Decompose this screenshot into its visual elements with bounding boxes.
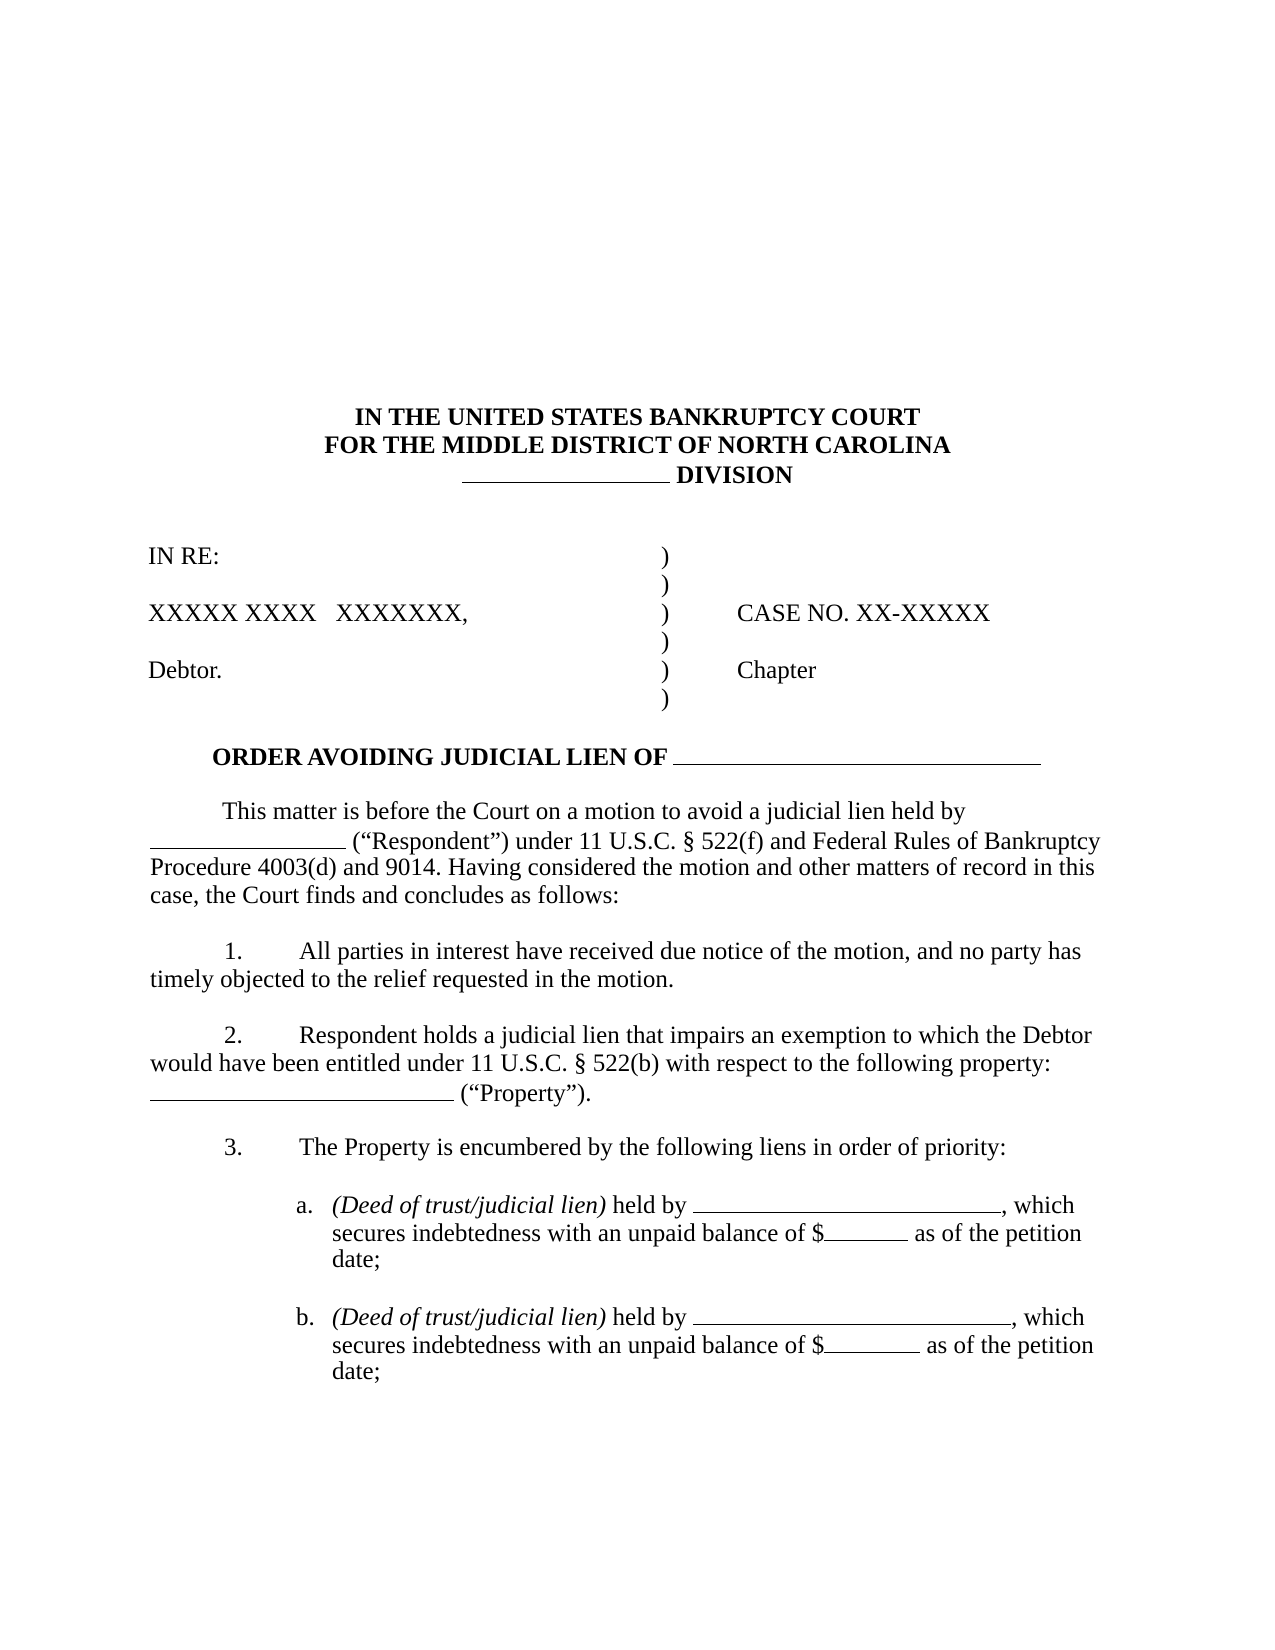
lien-secures: secures indebtedness with an unpaid balance of $ (332, 1332, 825, 1359)
finding-1-cont: timely objected to the relief requested in the motion. (150, 966, 675, 993)
finding-text: The Property is encumbered by the following liens in order of priority: (299, 1134, 1007, 1161)
lien-b (296, 1302, 1085, 1332)
lien-held-by: held by (612, 1192, 687, 1219)
debtor-name: XXXXX XXXX XXXXXXX, (148, 600, 469, 627)
lien-b-date: date; (332, 1358, 381, 1385)
district-name: FOR THE MIDDLE DISTRICT OF NORTH CAROLINA (324, 432, 951, 459)
lien-which: , which (1011, 1304, 1085, 1331)
respondent-blank[interactable] (150, 826, 346, 849)
property-blank[interactable] (150, 1078, 454, 1101)
court-name: IN THE UNITED STATES BANKRUPTCY COURT (354, 404, 921, 431)
order-title-text: ORDER AVOIDING JUDICIAL LIEN OF (212, 744, 668, 771)
lien-a-date: date; (332, 1246, 381, 1273)
finding-number: 2. (224, 1022, 243, 1049)
lien-type: (Deed of trust/judicial lien) (332, 1304, 607, 1331)
case-number: CASE NO. XX-XXXXX (737, 600, 991, 627)
finding-2 (150, 1022, 1184, 1050)
chapter-label: Chapter (737, 657, 817, 684)
division-label: DIVISION (676, 462, 793, 489)
lien-letter: b. (296, 1304, 315, 1331)
division-line (462, 460, 793, 490)
property-label: (“Property”). (460, 1080, 592, 1107)
lien-holder-blank[interactable] (693, 1190, 1001, 1213)
lien-held-by: held by (612, 1304, 687, 1331)
order-title (212, 742, 1041, 772)
finding-2-cont: would have been entitled under 11 U.S.C. § 522(b) with respect to the following property: (150, 1050, 1051, 1077)
debtor-label: Debtor. (148, 657, 223, 684)
caption-paren: ) (661, 571, 670, 598)
intro-line: This matter is before the Court on a motion to avoid a judicial lien held by (222, 798, 966, 825)
lien-holder-blank[interactable] (693, 1302, 1011, 1325)
finding-text: All parties in interest have received due notice of the motion, and no party has (299, 938, 1082, 965)
finding-2-cont (150, 1078, 1110, 1108)
finding-3 (150, 1134, 1184, 1162)
lien-as-of: as of the petition (914, 1220, 1082, 1247)
intro-line-text: (“Respondent”) under 11 U.S.C. § 522(f) and Federal Rules of Bankruptcy (352, 828, 1101, 855)
caption-paren: ) (661, 600, 670, 627)
finding-text: Respondent holds a judicial lien that impairs an exemption to which the Debtor (299, 1022, 1092, 1049)
lien-which: , which (1001, 1192, 1075, 1219)
in-re-label: IN RE: (148, 543, 220, 570)
lien-secures: secures indebtedness with an unpaid balance of $ (332, 1220, 825, 1247)
caption-paren: ) (661, 543, 670, 570)
lien-balance-blank[interactable] (824, 1330, 920, 1353)
lien-balance-blank[interactable] (824, 1218, 908, 1241)
lien-as-of: as of the petition (926, 1332, 1094, 1359)
lien-a-cont (332, 1218, 1082, 1248)
lienholder-blank[interactable] (673, 742, 1041, 765)
finding-number: 1. (224, 938, 243, 965)
lien-b-cont (332, 1330, 1094, 1360)
finding-1 (150, 938, 1184, 966)
lien-type: (Deed of trust/judicial lien) (332, 1192, 607, 1219)
caption-paren: ) (661, 685, 670, 712)
intro-line: case, the Court finds and concludes as follows: (150, 882, 620, 909)
caption-paren: ) (661, 657, 670, 684)
lien-a (296, 1190, 1075, 1220)
lien-letter: a. (296, 1192, 314, 1219)
caption-paren: ) (661, 628, 670, 655)
finding-number: 3. (224, 1134, 243, 1161)
intro-line: Procedure 4003(d) and 9014. Having considered the motion and other matters of record in this (150, 854, 1095, 881)
intro-line (150, 826, 1110, 856)
division-blank[interactable] (462, 460, 670, 483)
